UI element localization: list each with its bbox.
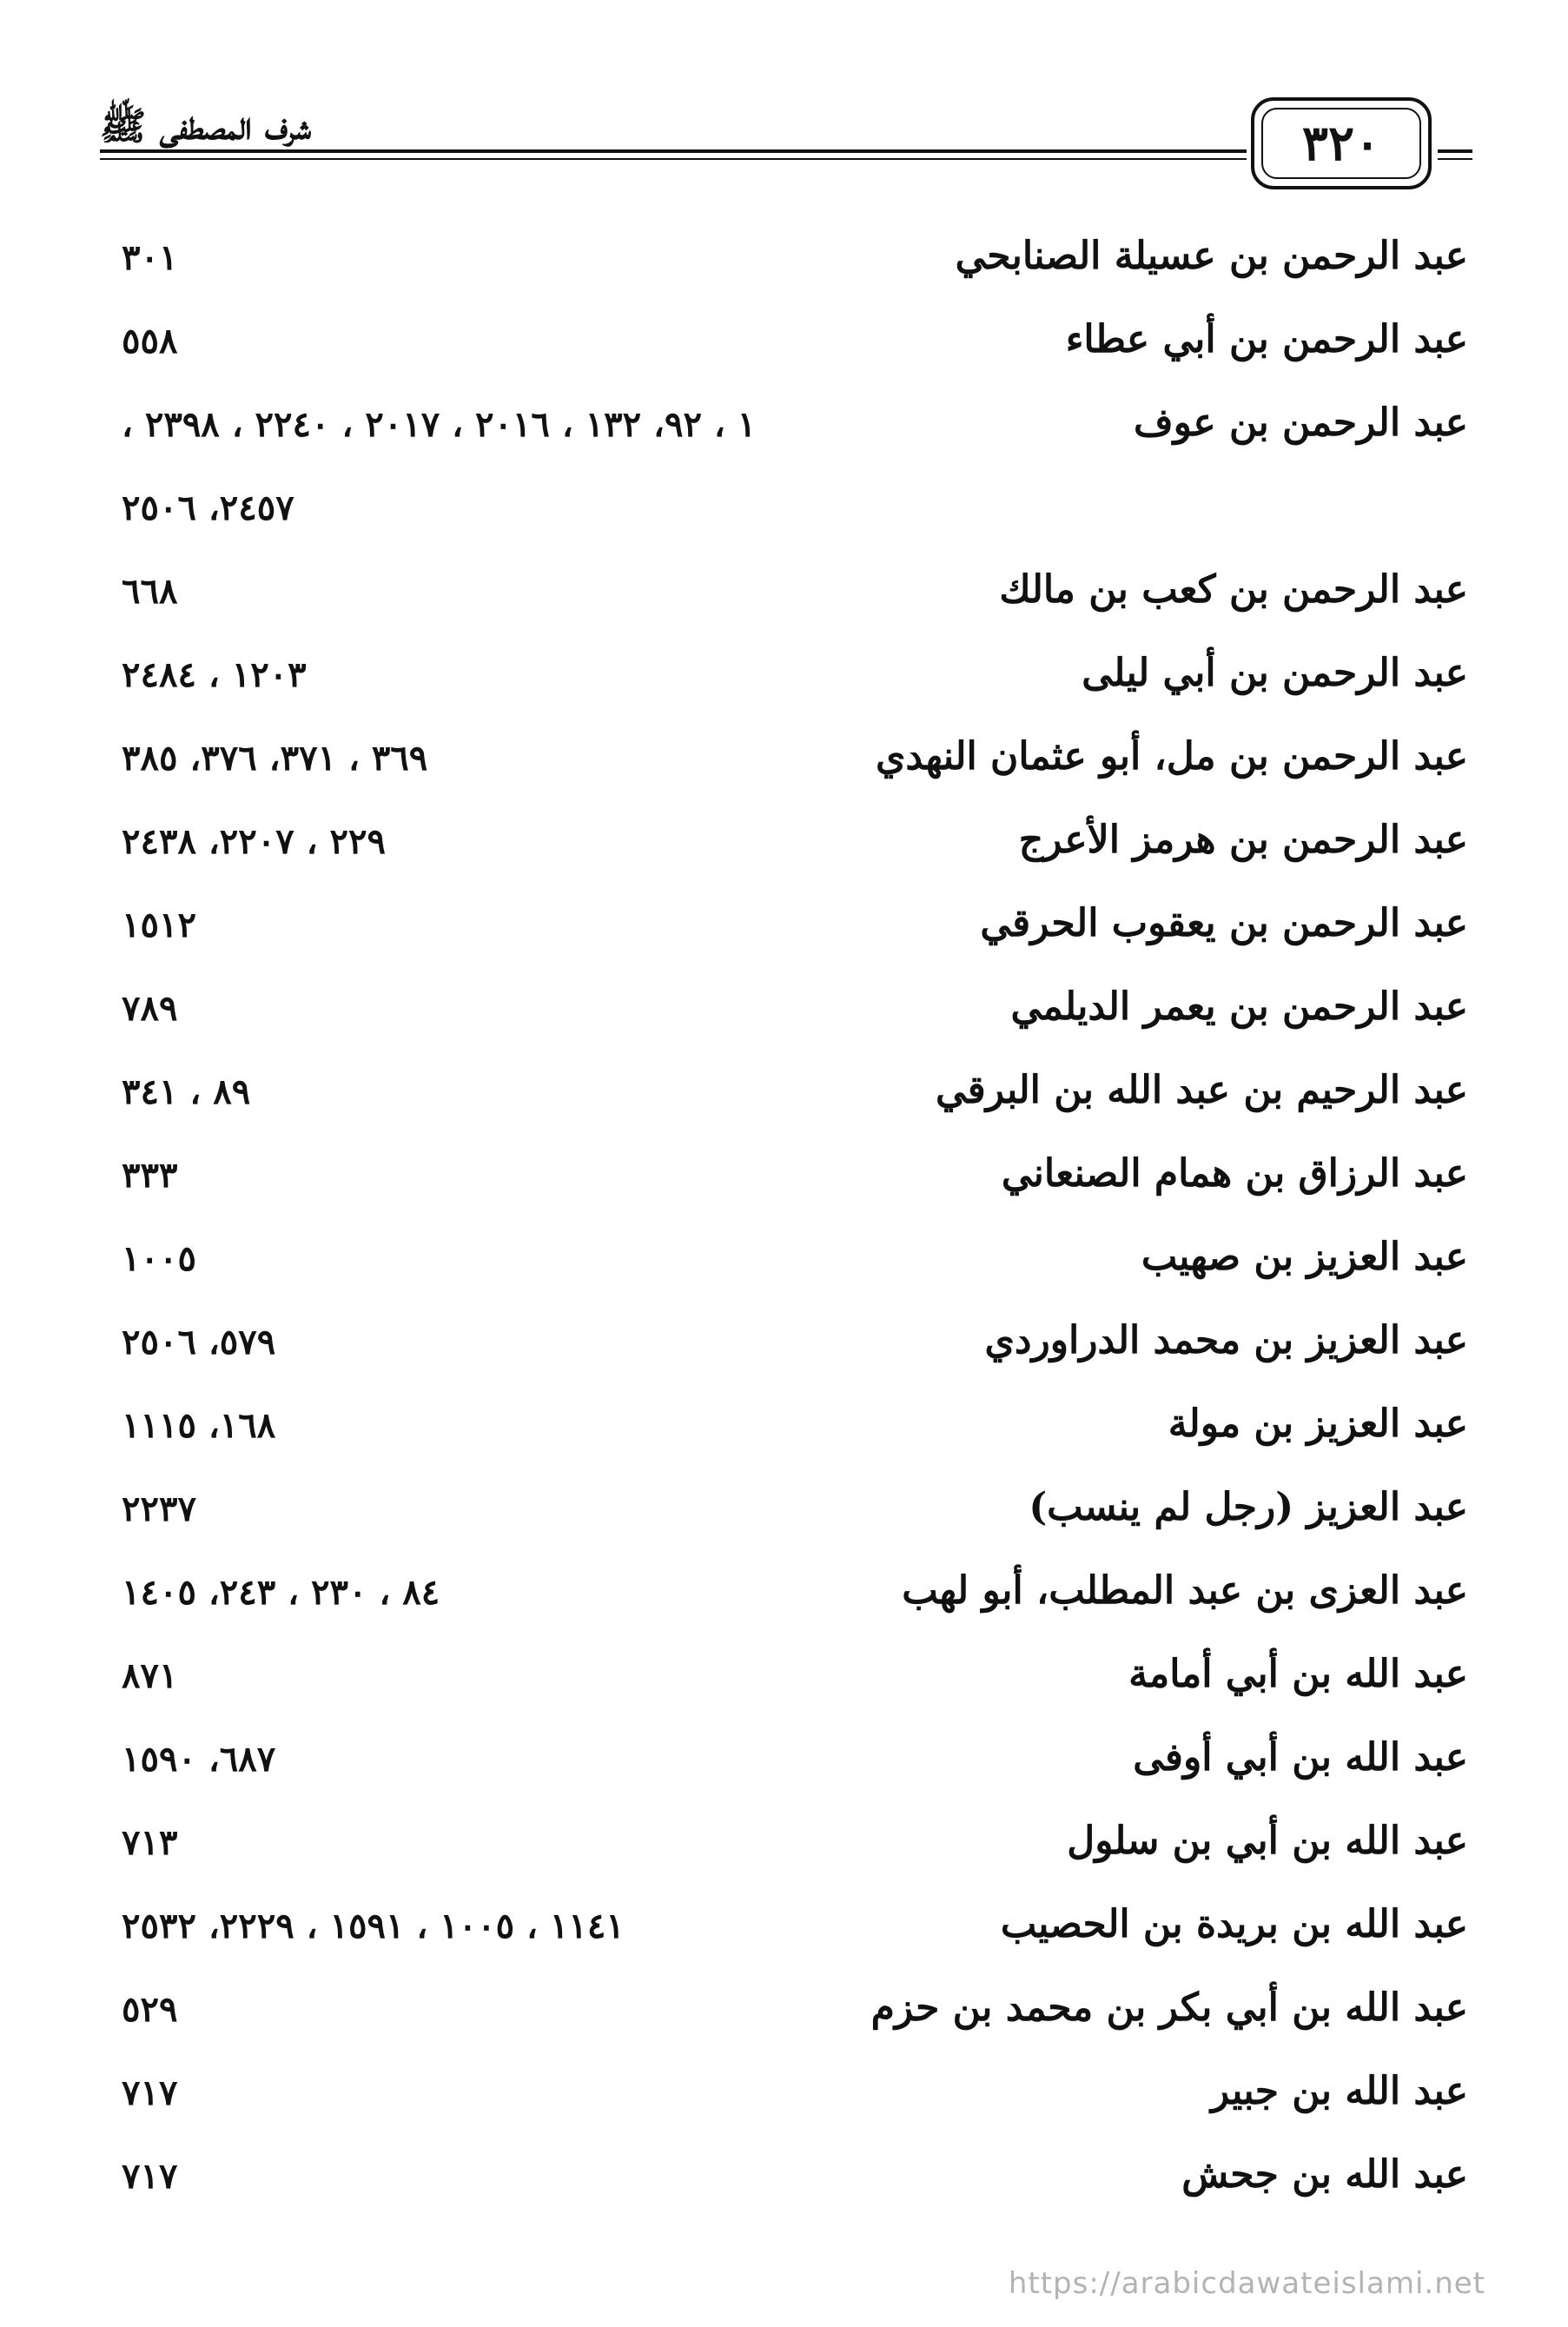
book-title: شرف المصطفى ﷺ <box>100 104 312 149</box>
entry-name: عبد الرحمن بن كعب بن مالك <box>999 567 1468 612</box>
entry-pages: ٧١٧ <box>122 2156 178 2197</box>
entry-pages: ٧١٣ <box>122 1822 178 1863</box>
index-entry <box>122 1973 1468 2052</box>
page-number-frame <box>1251 97 1432 189</box>
entry-name: عبد الله بن جبير <box>1210 2069 1468 2113</box>
entry-pages: ٧١٧ <box>122 2072 178 2113</box>
entry-pages: ٨٤ ، ٢٣٠ ، ٢٤٣، ١٤٠٥ <box>122 1572 440 1613</box>
entry-name: عبد الرحمن بن يعقوب الحرقي <box>980 901 1468 945</box>
entry-pages: ٣٦٩ ، ٣٧١، ٣٧٦، ٣٨٥ <box>122 738 428 779</box>
index-entry <box>122 1139 1468 1217</box>
entry-name: عبد الرزاق بن همام الصنعاني <box>1001 1151 1468 1196</box>
index-entry-continuation <box>122 472 1468 550</box>
header-rule <box>100 149 1247 153</box>
entry-name: عبد الرحيم بن عبد الله بن البرقي <box>936 1068 1468 1112</box>
entry-pages: ٧٨٩ <box>122 988 178 1029</box>
entry-name: عبد الله بن أبي أوفى <box>1133 1735 1468 1780</box>
index-entry <box>122 1389 1468 1468</box>
index-entry <box>122 2140 1468 2218</box>
entry-pages: ٣٠١ <box>122 237 178 278</box>
index-entry <box>122 722 1468 800</box>
entry-name: عبد الله بن أبي بكر بن محمد بن حزم <box>870 1986 1468 2030</box>
index-entry <box>122 806 1468 884</box>
header-rule-right <box>1438 149 1472 153</box>
page-header <box>0 0 1568 191</box>
entry-pages: ٥٢٩ <box>122 1989 178 2030</box>
entry-name: عبد العزى بن عبد المطلب، أبو لهب <box>902 1568 1468 1613</box>
index-entry <box>122 972 1468 1051</box>
index-entry <box>122 305 1468 383</box>
index-entry <box>122 1223 1468 1301</box>
header-rule-thin <box>100 158 1247 160</box>
index-entry <box>122 222 1468 300</box>
index-entry <box>122 639 1468 717</box>
entry-pages: ١٢٠٣ ، ٢٤٨٤ <box>122 654 307 695</box>
entry-pages: ١١٤١ ، ١٠٠٥ ، ١٥٩١ ، ٢٢٢٩، ٢٥٣٢ <box>122 1906 625 1946</box>
entry-pages: ٥٥٨ <box>122 321 178 361</box>
watermark-url: https://arabicdawateislami.net <box>1008 2266 1485 2301</box>
entry-name: عبد العزيز بن مولة <box>1168 1402 1468 1446</box>
page-number: ٣٢٠ <box>1261 108 1421 179</box>
index-entry <box>122 1640 1468 1718</box>
entry-pages: ٢٢٣٧ <box>122 1488 196 1529</box>
entry-pages: ٣٣٣ <box>122 1155 178 1196</box>
entry-name: عبد العزيز (رجل لم ينسب) <box>1029 1485 1468 1529</box>
entry-pages: ٦٨٧، ١٥٩٠ <box>122 1739 276 1780</box>
index-entry <box>122 1807 1468 1885</box>
entry-pages: ٢٢٩ ، ٢٢٠٧، ٢٤٣٨ <box>122 821 386 862</box>
entry-pages: ٨٩ ، ٣٤١ <box>122 1071 251 1112</box>
entry-pages: ١ ، ٩٢، ١٣٢ ، ٢٠١٦ ، ٢٠١٧ ، ٢٢٤٠ ، ٢٣٩٨ ، <box>122 404 757 445</box>
entry-pages: ٢٤٥٧، ٢٥٠٦ <box>122 487 294 528</box>
index-entry <box>122 2057 1468 2135</box>
entry-name: عبد الرحمن بن يعمر الديلمي <box>1010 984 1468 1029</box>
entry-name: عبد الرحمن بن عسيلة الصنابحي <box>955 234 1468 278</box>
entry-name: عبد الله بن أبي بن سلول <box>1067 1819 1468 1863</box>
entry-name: عبد الرحمن بن عوف <box>1134 401 1468 445</box>
entry-name: عبد العزيز بن محمد الدراوردي <box>984 1318 1468 1362</box>
header-rule-right-thin <box>1438 158 1472 160</box>
entry-pages: ١٠٠٥ <box>122 1238 196 1279</box>
index-entry <box>122 1473 1468 1551</box>
index-entry <box>122 555 1468 633</box>
index-entry <box>122 889 1468 967</box>
entry-name: عبد الله بن جحش <box>1181 2152 1468 2197</box>
index-entry <box>122 1890 1468 1968</box>
entry-name: عبد الرحمن بن هرمز الأعرج <box>1018 818 1468 862</box>
index-entry <box>122 1306 1468 1384</box>
index-entry <box>122 1556 1468 1634</box>
entry-name: عبد الرحمن بن مل، أبو عثمان النهدي <box>875 734 1468 779</box>
entry-pages: ٨٧١ <box>122 1655 178 1696</box>
index-entry <box>122 1056 1468 1134</box>
entry-pages: ٦٦٨ <box>122 571 178 612</box>
entry-pages: ١٥١٢ <box>122 905 196 945</box>
entry-name: عبد العزيز بن صهيب <box>1141 1235 1468 1279</box>
entry-name: عبد الله بن بريدة بن الحصيب <box>1000 1902 1468 1946</box>
entry-pages: ٥٧٩، ٢٥٠٦ <box>122 1322 276 1362</box>
index-entry <box>122 388 1468 467</box>
entry-name: عبد الرحمن بن أبي ليلى <box>1082 651 1468 695</box>
index-entry <box>122 1723 1468 1801</box>
entry-pages: ١٦٨، ١١١٥ <box>122 1405 276 1446</box>
entry-name: عبد الرحمن بن أبي عطاء <box>1065 317 1468 361</box>
entry-name: عبد الله بن أبي أمامة <box>1128 1652 1468 1696</box>
